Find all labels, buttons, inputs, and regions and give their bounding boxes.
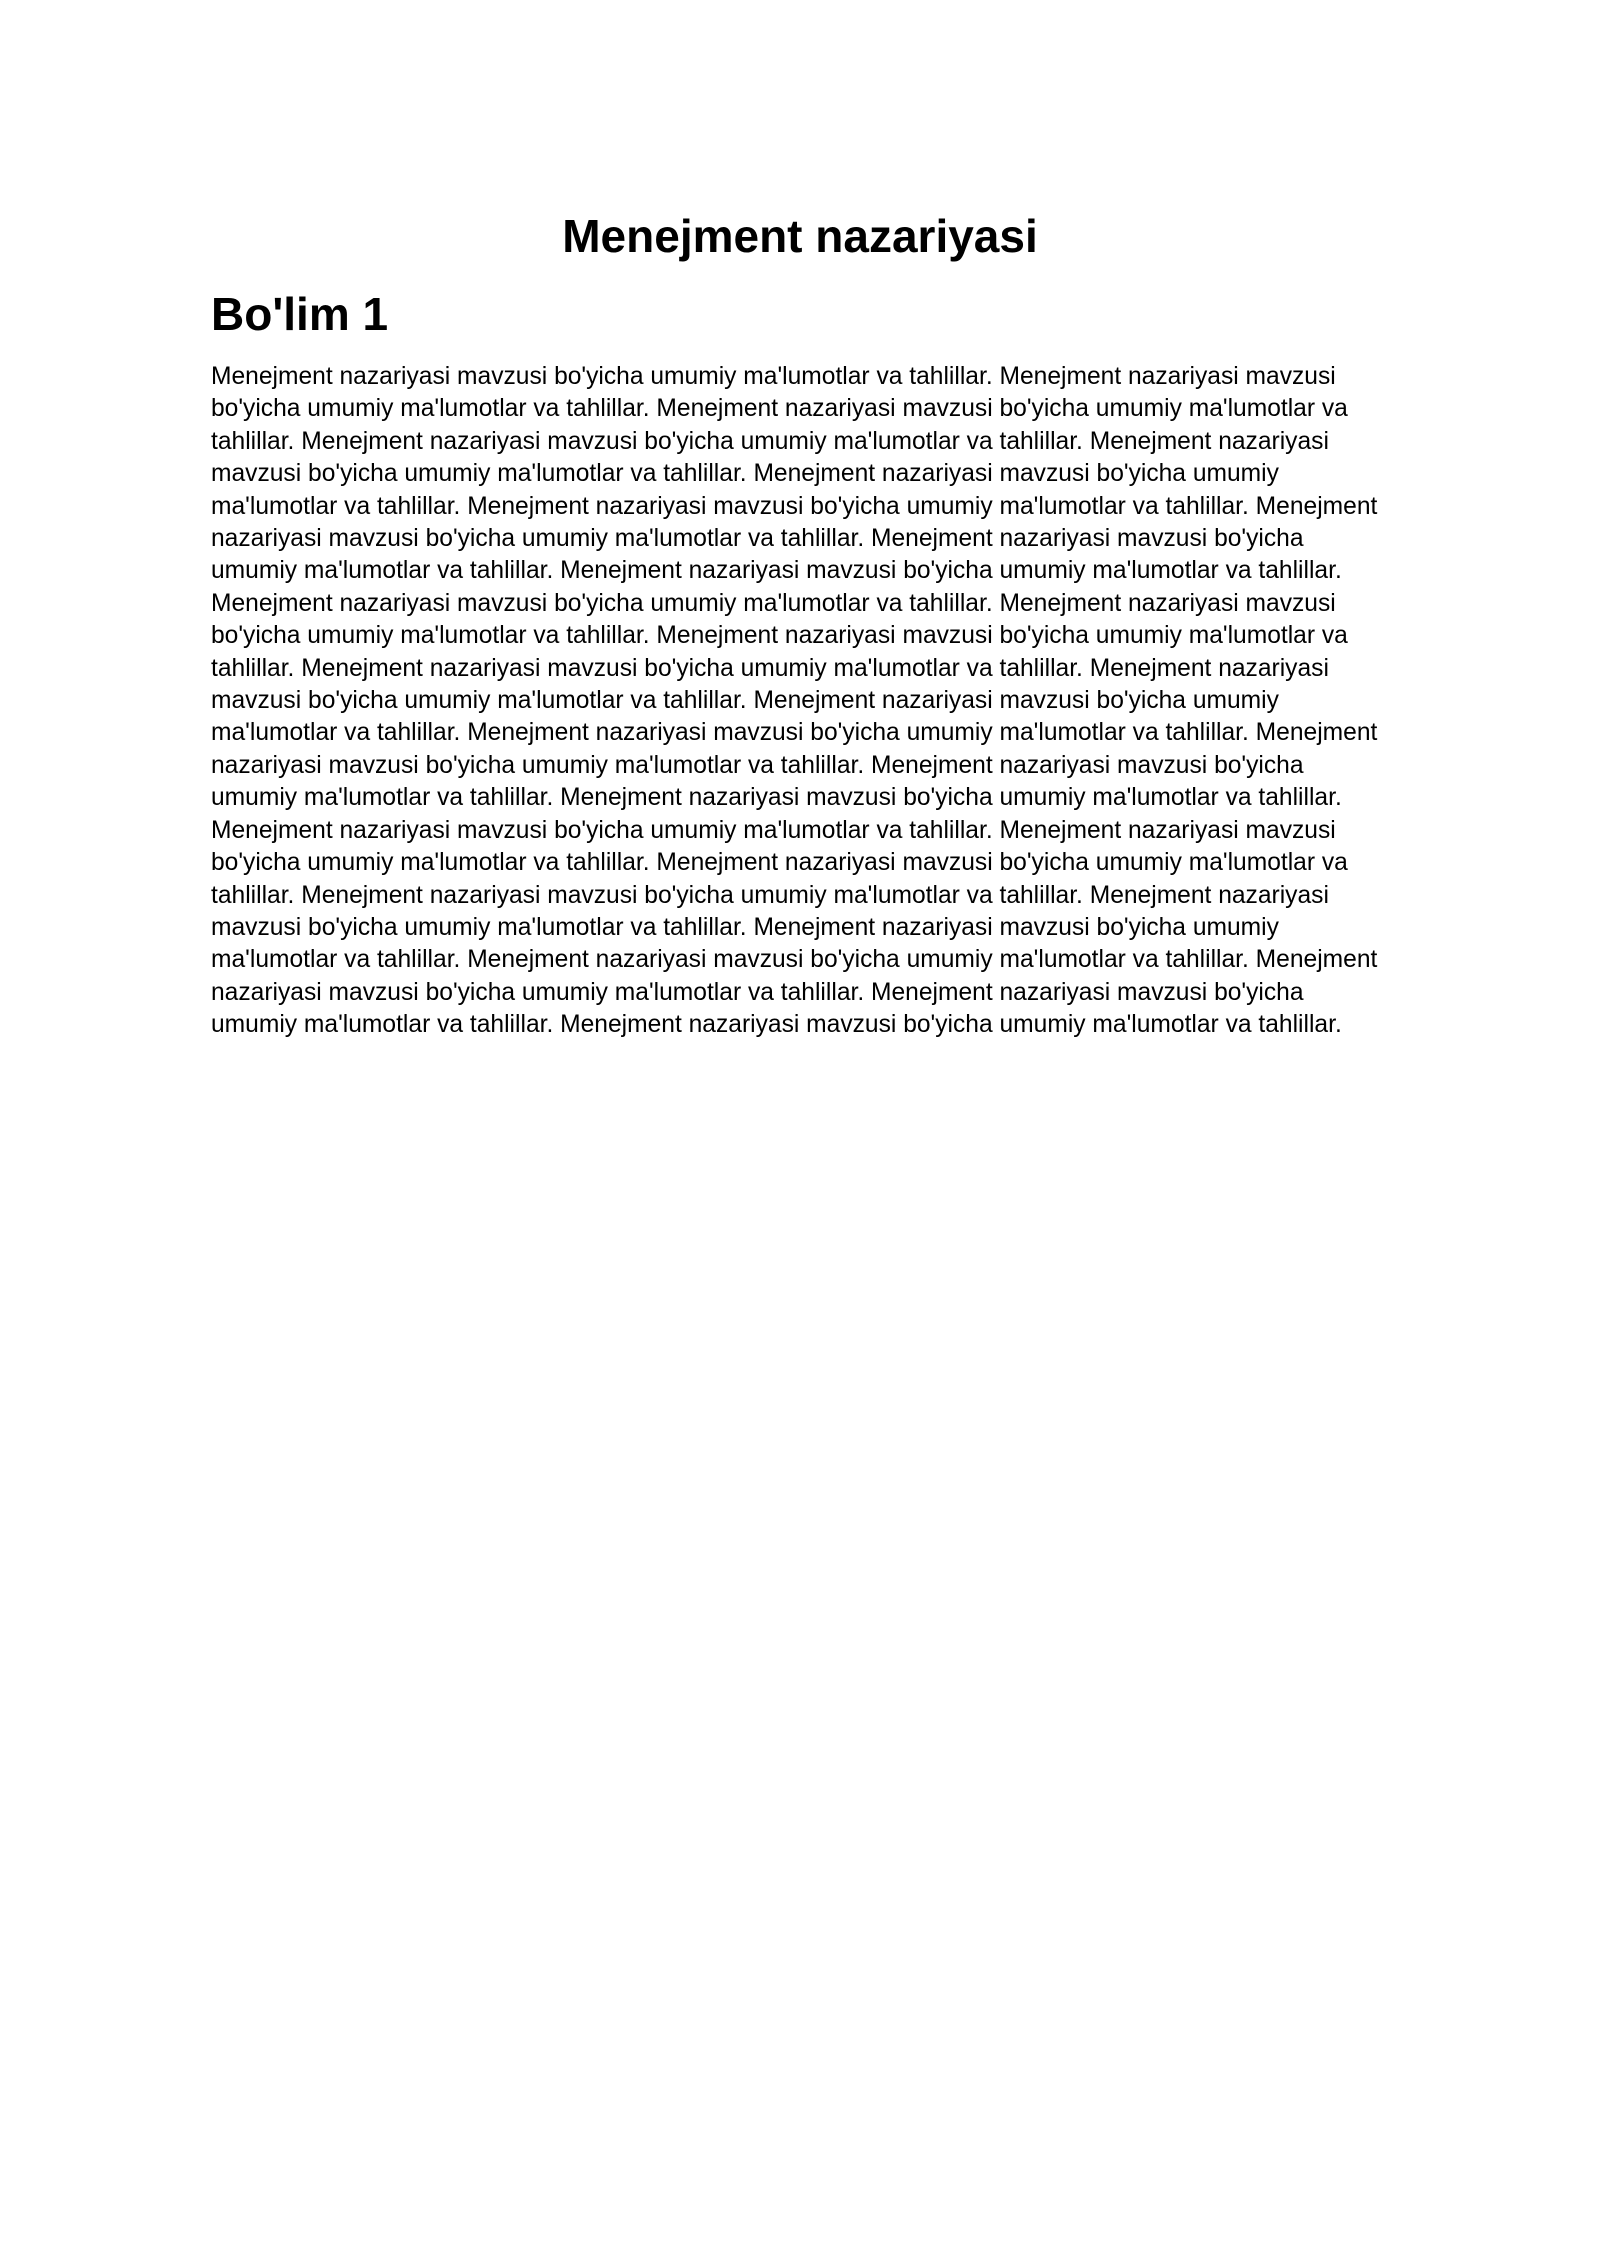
section-heading: Bo'lim 1 — [211, 288, 389, 340]
document-title: Menejment nazariyasi — [562, 210, 1038, 262]
body-paragraph: Menejment nazariyasi mavzusi bo'yicha umumiy ma'lumotlar va tahlillar. Menejment nazariyasi mavzusi bo'yicha umumiy ma'lumotlar va tahlillar. Menejment nazariyasi mavzusi bo'yicha umumiy ma'lumotlar va tahlillar. Menejment nazariyasi mavzusi bo'yicha umumiy ma'lumotlar va tahlillar. Menejment nazariyasi mavzusi bo'yicha umumiy ma'lumotlar va tahlillar. Menejment nazariyasi mavzusi bo'yicha umumiy ma'lumotlar va tahlillar. Menejment nazariyasi mavzusi bo'yicha umumiy ma'lumotlar va tahlillar. Menejment nazariyasi mavzusi bo'yicha umumiy ma'lumotlar va tahlillar. Menejment nazariyasi mavzusi bo'yicha umumiy ma'lumotlar va tahlillar. Menejment nazariyasi mavzusi bo'yicha umumiy ma'lumotlar va tahlillar. Menejment nazariyasi mavzusi bo'yicha umumiy ma'lumotlar va tahlillar. Menejment nazariyasi mavzusi bo'yicha umumiy ma'lumotlar va tahlillar. Menejment nazariyasi mavzusi bo'yicha umumiy ma'lumotlar va tahlillar. Menejment nazariyasi mavzusi bo'yicha umumiy ma'lumotlar va tahlillar. Menejment nazariyasi mavzusi bo'yicha umumiy ma'lumotlar va tahlillar. Menejment nazariyasi mavzusi bo'yicha umumiy ma'lumotlar va tahlillar. Menejment nazariyasi mavzusi bo'yicha umumiy ma'lumotlar va tahlillar. Menejment nazariyasi mavzusi bo'yicha umumiy ma'lumotlar va tahlillar. Menejment nazariyasi mavzusi bo'yicha umumiy ma'lumotlar va tahlillar. Menejment nazariyasi mavzusi bo'yicha umumiy ma'lumotlar va tahlillar. Menejment nazariyasi mavzusi bo'yicha umumiy ma'lumotlar va tahlillar. Menejment nazariyasi mavzusi bo'yicha umumiy ma'lumotlar va tahlillar. Menejment nazariyasi mavzusi bo'yicha umumiy ma'lumotlar va tahlillar. Menejment nazariyasi mavzusi bo'yicha umumiy ma'lumotlar va tahlillar. Menejment nazariyasi mavzusi bo'yicha umumiy ma'lumotlar va tahlillar. Menejment nazariyasi mavzusi bo'yicha umumiy ma'lumotlar va tahlillar. Menejment nazariyasi mavzusi bo'yicha umumiy ma'lumotlar va tahlillar. Menejment nazariyasi mavzusi bo'yicha umumiy ma'lumotlar va tahlillar. Menejment nazariyasi mavzusi bo'yicha umumiy ma'lumotlar va tahlillar. Menejment nazariyasi mavzusi bo'yicha umumiy ma'lumotlar va tahlillar. — [211, 363, 1378, 1039]
